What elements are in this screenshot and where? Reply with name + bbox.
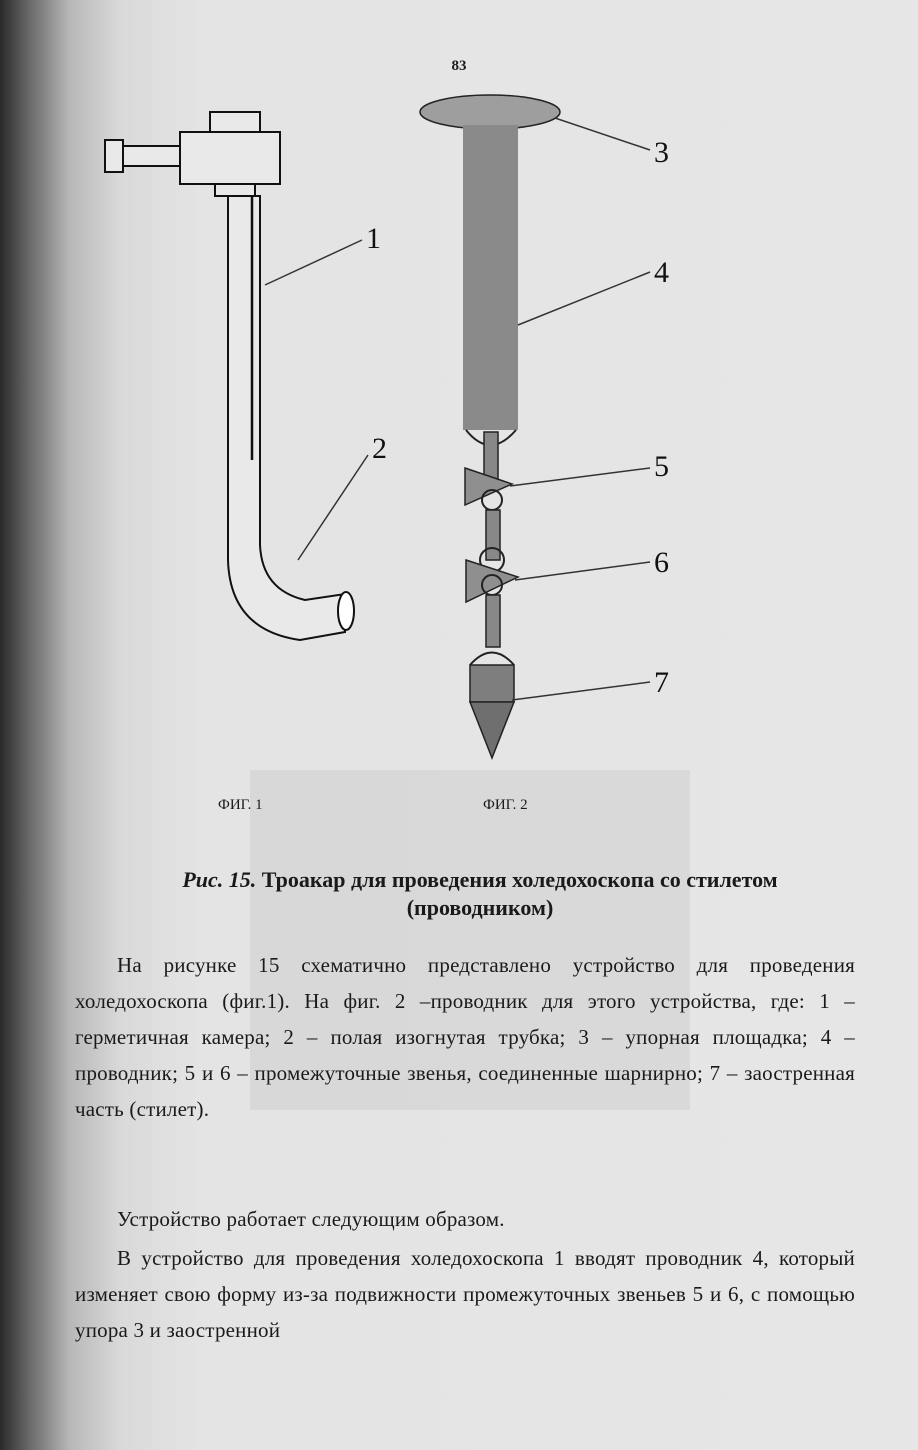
fig2-link-3 — [486, 595, 500, 647]
paragraph-description: На рисунке 15 схематично представлено устройство для проведения холедохоскопа (фиг.1). На фиг. 2 –проводник для этого устройства, где: 1 – герметичная камера; 2 – полая изогнутая трубка; 3 – упорная площадка; 4 – проводник; 5 и 6 – промежуточные звенья, соединенные шарнирно; 7 – заостренная часть (стилет). — [75, 953, 855, 1121]
fig2-callout-7: 7 — [654, 666, 669, 699]
paragraph-operation-intro: Устройство работает следующим образом. — [117, 1207, 505, 1231]
fig1-callout-2: 2 — [372, 432, 387, 465]
fig2-callout-4: 4 — [654, 256, 669, 289]
fig2-leaders — [510, 118, 650, 700]
leader-3 — [555, 118, 650, 150]
fig1-curved-tube — [228, 196, 345, 640]
page-number: 83 — [451, 58, 467, 74]
figure-caption — [130, 866, 830, 922]
fig1-label: ФИГ. 1 — [218, 797, 263, 813]
fig2-stylet-base — [470, 665, 514, 702]
fig2-guide-rod — [463, 125, 518, 430]
fig2-stop-plate — [420, 95, 560, 129]
fig1-side-port — [120, 146, 180, 166]
paragraph-operation-steps: В устройство для проведения холедохоскопа 1 вводят проводник 4, который изменяет свою форму из-за подвижности промежуточных звеньев 5 и 6, с помощью упора 3 и заостренной — [75, 1246, 855, 1342]
fig2-callout-5: 5 — [654, 450, 669, 483]
fig2-link-1 — [484, 432, 498, 480]
fig1-top-cap — [210, 112, 260, 132]
fig1-chamber-body — [180, 132, 280, 184]
leader-7 — [512, 682, 650, 700]
fig2-callout-3: 3 — [654, 136, 669, 169]
caption-prefix: Рис. 15. — [182, 867, 257, 892]
fig2-callout-6: 6 — [654, 546, 669, 579]
leader-6 — [515, 562, 650, 580]
fig1-trocar-drawing — [105, 112, 354, 640]
caption-title: Троакар для проведения холедохоскопа со стилетом (проводником) — [256, 867, 778, 920]
fig2-label: ФИГ. 2 — [483, 797, 528, 813]
leader-2 — [298, 455, 368, 560]
fig2-guide-drawing — [420, 95, 560, 758]
fig1-neck — [215, 184, 255, 196]
fig2-link-2 — [486, 510, 500, 560]
fig1-leaders — [265, 240, 368, 560]
fig2-stylet-tip — [470, 702, 514, 758]
fig1-tube-opening — [338, 592, 354, 630]
leader-4 — [518, 272, 650, 325]
fig2-joint-bottom — [470, 653, 514, 666]
fig1-side-valve — [105, 140, 123, 172]
fig1-callout-1: 1 — [366, 222, 381, 255]
leader-1 — [265, 240, 362, 285]
leader-5 — [510, 468, 650, 486]
